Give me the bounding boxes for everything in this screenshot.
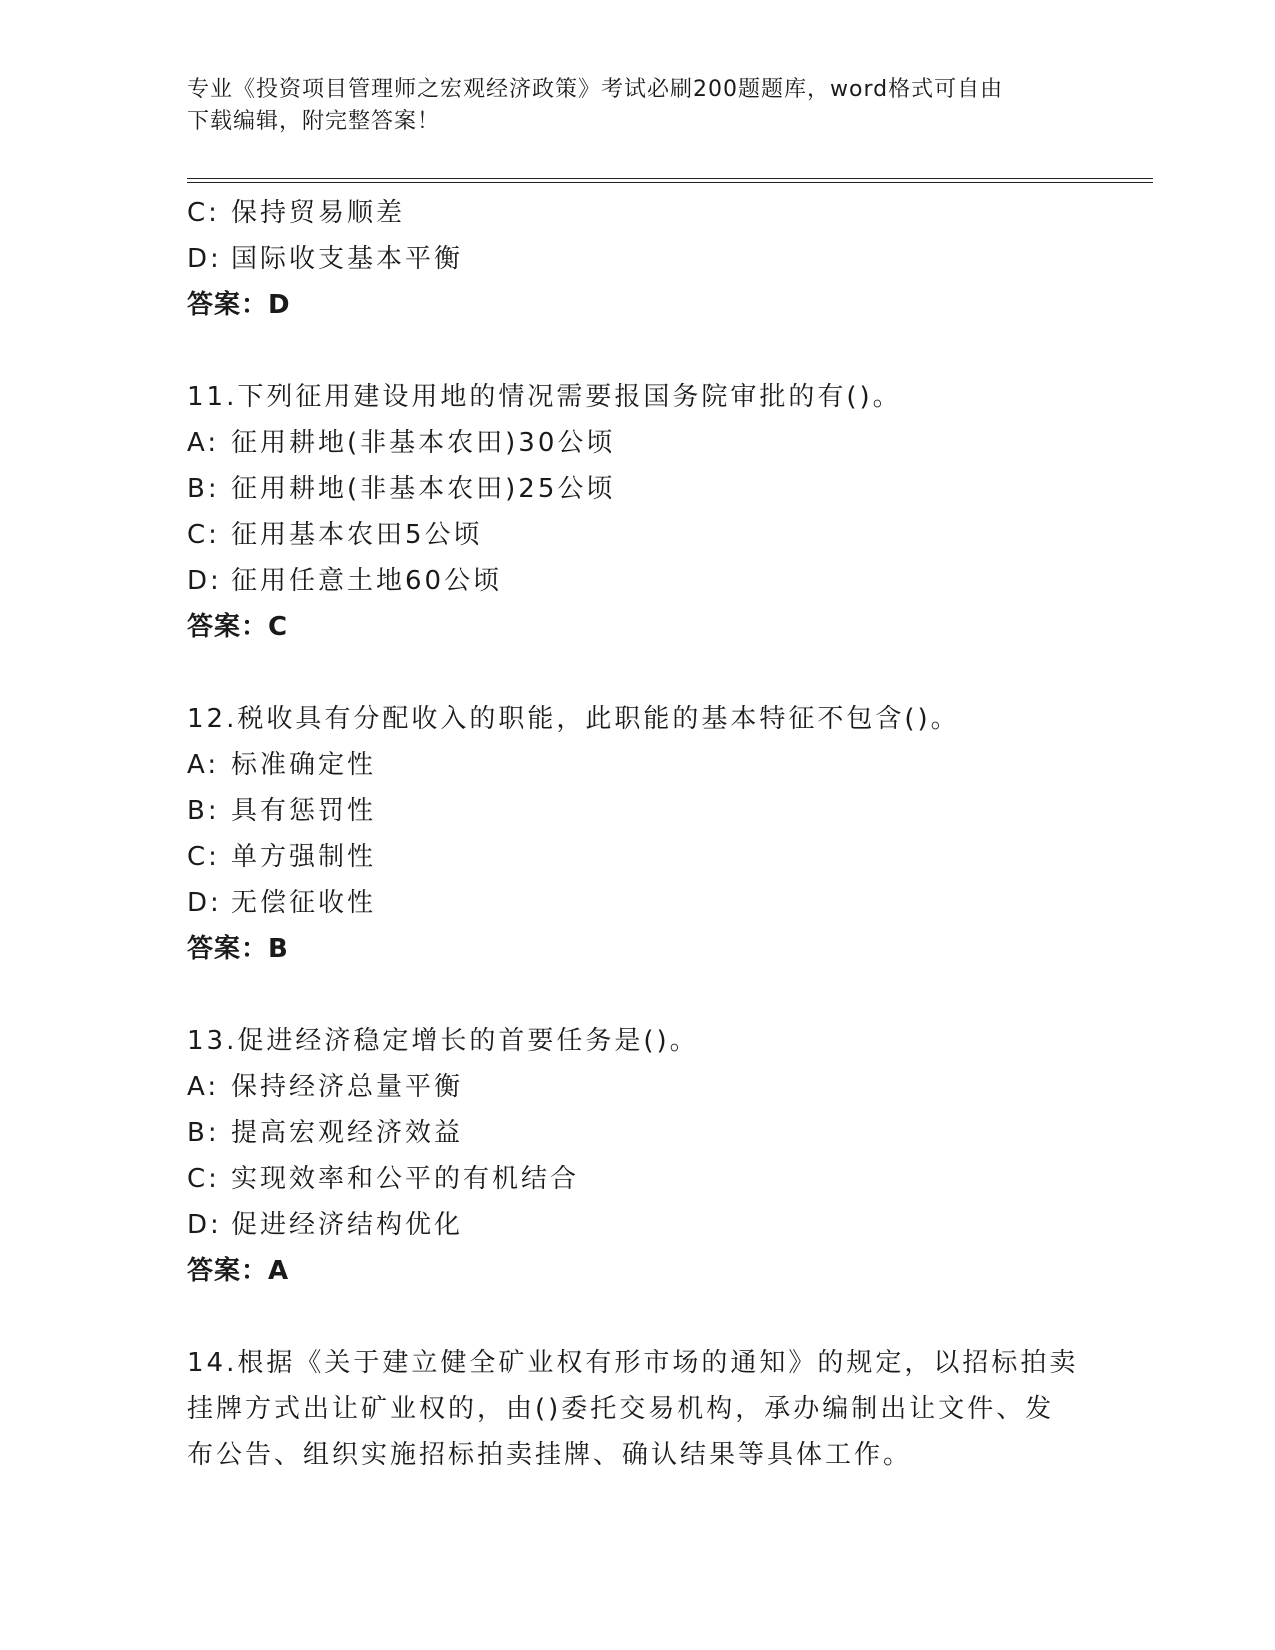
option-label: D:: [187, 888, 222, 918]
option-a: [187, 420, 1087, 466]
option-text: 促进经济结构优化: [231, 1210, 464, 1240]
option-c: [187, 190, 1087, 236]
option-b: [187, 1110, 1087, 1156]
answer-line: 答案：C: [187, 612, 289, 642]
document-header: [187, 74, 1087, 138]
option-text: 标准确定性: [231, 750, 377, 780]
option-label: A:: [187, 1072, 220, 1102]
option-label: C:: [187, 1164, 220, 1194]
option-text: 保持贸易顺差: [231, 198, 406, 228]
option-c: [187, 834, 1087, 880]
option-label: C:: [187, 198, 220, 228]
answer-line: 答案：D: [187, 290, 291, 320]
header-line-2: 下载编辑，附完整答案！: [187, 109, 441, 134]
option-d: [187, 236, 1087, 282]
option-d: [187, 1202, 1087, 1248]
question-stem-line-1: 14.根据《关于建立健全矿业权有形市场的通知》的规定，以招标拍卖: [187, 1348, 1079, 1378]
option-d: [187, 558, 1087, 604]
header-line-1: 专业《投资项目管理师之宏观经济政策》考试必刷200题题库，word格式可自由: [187, 77, 1004, 102]
option-label: D:: [187, 1210, 222, 1240]
option-label: A:: [187, 750, 220, 780]
option-text: 征用耕地(非基本农田)25公顷: [231, 474, 616, 504]
option-text: 国际收支基本平衡: [231, 244, 464, 274]
option-label: D:: [187, 566, 222, 596]
option-label: B:: [187, 1118, 220, 1148]
option-c: [187, 512, 1087, 558]
option-a: [187, 742, 1087, 788]
option-text: 征用任意土地60公顷: [231, 566, 503, 596]
option-text: 具有惩罚性: [231, 796, 377, 826]
option-label: B:: [187, 796, 220, 826]
option-text: 征用耕地(非基本农田)30公顷: [231, 428, 616, 458]
option-a: [187, 1064, 1087, 1110]
answer-line: 答案：A: [187, 1256, 290, 1286]
option-b: [187, 788, 1087, 834]
option-text: 提高宏观经济效益: [231, 1118, 464, 1148]
question-stem: 12.税收具有分配收入的职能，此职能的基本特征不包含()。: [187, 704, 960, 734]
option-label: A:: [187, 428, 220, 458]
question-stem: 13.促进经济稳定增长的首要任务是()。: [187, 1026, 699, 1056]
answer-line: 答案：B: [187, 934, 289, 964]
question-stem: 11.下列征用建设用地的情况需要报国务院审批的有()。: [187, 382, 902, 412]
option-text: 征用基本农田5公顷: [231, 520, 483, 550]
option-text: 无偿征收性: [231, 888, 377, 918]
option-c: [187, 1156, 1087, 1202]
option-d: [187, 880, 1087, 926]
option-label: C:: [187, 842, 220, 872]
option-label: B:: [187, 474, 220, 504]
option-b: [187, 466, 1087, 512]
question-list: [187, 190, 1087, 1478]
option-text: 单方强制性: [231, 842, 377, 872]
option-label: D:: [187, 244, 222, 274]
option-text: 保持经济总量平衡: [231, 1072, 464, 1102]
question-stem-line-2: 挂牌方式出让矿业权的，由()委托交易机构，承办编制出让文件、发: [187, 1394, 1055, 1424]
option-label: C:: [187, 520, 220, 550]
option-text: 实现效率和公平的有机结合: [231, 1164, 580, 1194]
question-stem-line-3: 布公告、组织实施招标拍卖挂牌、确认结果等具体工作。: [187, 1440, 913, 1470]
header-rule: [187, 178, 1153, 183]
